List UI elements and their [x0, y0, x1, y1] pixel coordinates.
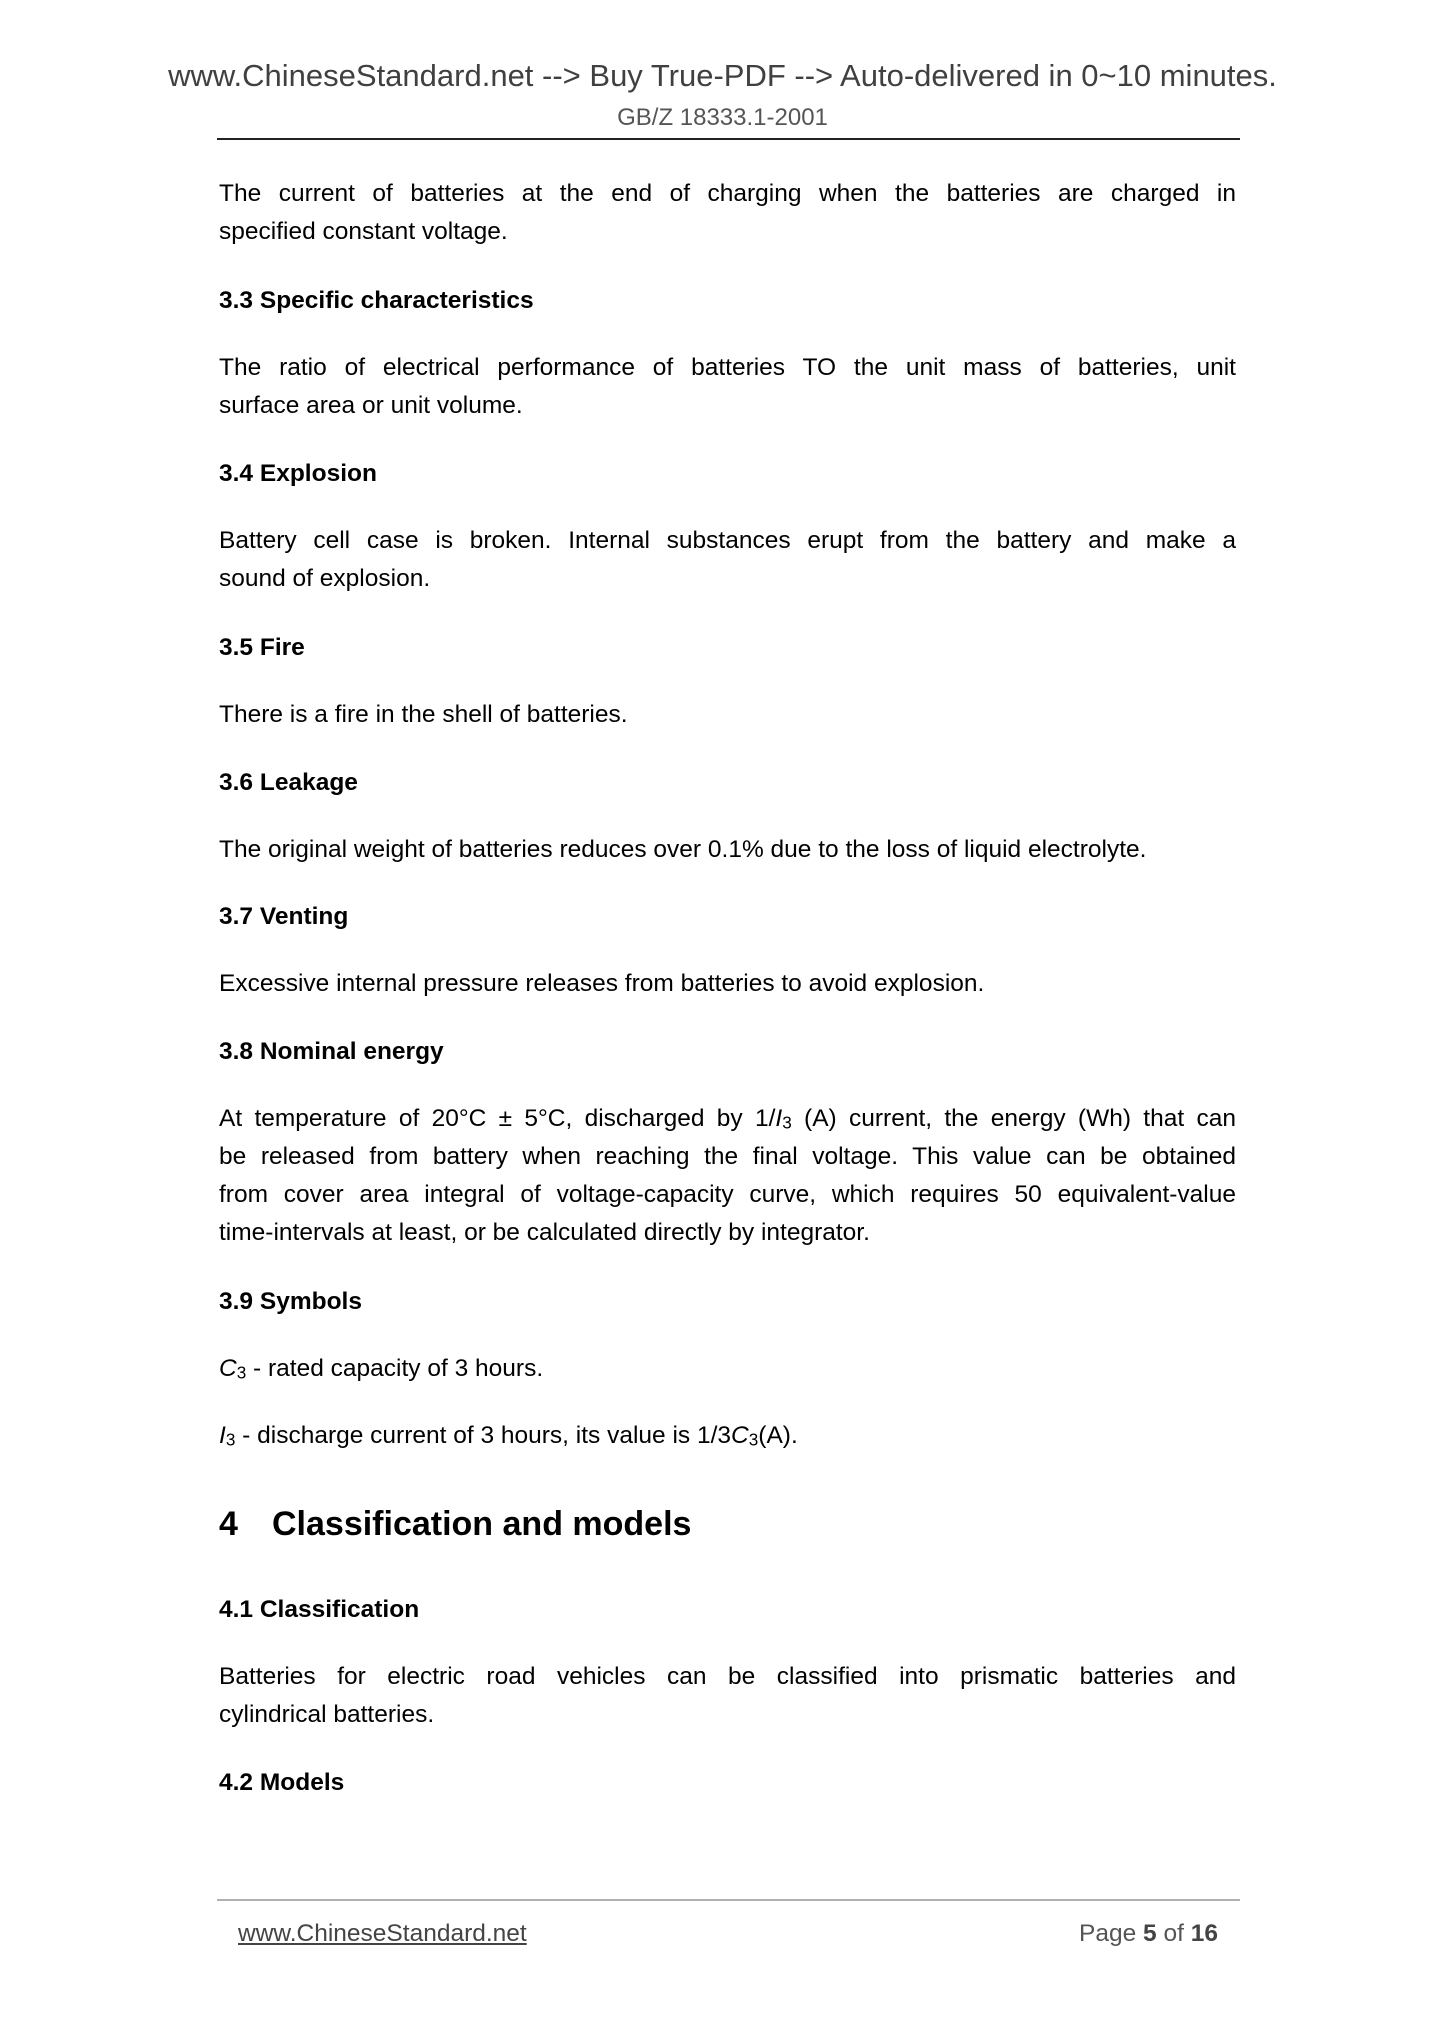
paragraph-3-5: [219, 696, 1236, 734]
heading-3-9: 3.9 Symbols: [219, 1288, 362, 1315]
paragraph-3-3: [219, 349, 1236, 425]
symbol-desc: - discharge current of 3 hours, its value is 1/3: [235, 1422, 732, 1449]
symbol-sub: 3: [236, 1362, 247, 1383]
header-divider: [217, 138, 1240, 140]
heading-4: [219, 1502, 691, 1546]
symbol-desc: (A).: [758, 1422, 798, 1449]
heading-4-2: 4.2 Models: [219, 1769, 345, 1796]
text-segment: (A) current, the energy (Wh) that can: [791, 1105, 1236, 1132]
text-line: Battery cell case is broken. Internal substances erupt from the battery and make a: [219, 527, 1236, 554]
page-label: Page: [1079, 1920, 1144, 1947]
symbol-desc: - rated capacity of 3 hours.: [246, 1355, 544, 1382]
text-line: surface area or unit volume.: [219, 392, 523, 419]
heading-3-3: 3.3 Specific characteristics: [219, 287, 534, 314]
text-line: There is a fire in the shell of batteries.: [219, 701, 628, 728]
text-line: [219, 1100, 1236, 1138]
intro-paragraph: [219, 175, 1236, 251]
page-of: of: [1156, 1920, 1191, 1947]
symbol-sub: 3: [748, 1429, 759, 1450]
symbol-c3: [219, 1350, 1236, 1388]
heading-3-7: 3.7 Venting: [219, 903, 349, 930]
section-title: Classification and models: [272, 1505, 692, 1543]
symbol-var: I: [775, 1105, 783, 1132]
symbol-sub: 3: [225, 1429, 236, 1450]
symbol-var: C: [219, 1355, 237, 1382]
paragraph-3-4: [219, 522, 1236, 598]
symbol-sub: 3: [782, 1112, 792, 1133]
page-total: 16: [1190, 1920, 1218, 1947]
text-line: sound of explosion.: [219, 565, 431, 592]
heading-3-4: 3.4 Explosion: [219, 460, 377, 487]
header-banner: www.ChineseStandard.net --> Buy True-PDF --> Auto-delivered in 0~10 minutes.: [168, 58, 1277, 93]
heading-3-6: 3.6 Leakage: [219, 769, 358, 796]
paragraph-4-1: [219, 1658, 1236, 1734]
footer-website-link[interactable]: www.ChineseStandard.net: [238, 1920, 527, 1947]
heading-3-8: 3.8 Nominal energy: [219, 1038, 444, 1065]
text-segment: At temperature of 20°C ± 5°C, discharged by 1/: [219, 1105, 776, 1132]
paragraph-3-6: [219, 831, 1236, 869]
text-line: The ratio of electrical performance of batteries TO the unit mass of batteries, unit: [219, 354, 1236, 381]
text-line: be released from battery when reaching the final voltage. This value can be obtained: [219, 1143, 1236, 1170]
text-line: The original weight of batteries reduces over 0.1% due to the loss of liquid electrolyte.: [219, 836, 1147, 863]
page-current: 5: [1143, 1920, 1157, 1947]
text-line: cylindrical batteries.: [219, 1701, 435, 1728]
text-line: specified constant voltage.: [219, 218, 508, 245]
paragraph-3-8: [219, 1100, 1236, 1252]
text-line: from cover area integral of voltage-capacity curve, which requires 50 equivalent-value: [219, 1181, 1236, 1208]
page-indicator: [1079, 1920, 1218, 1948]
footer-divider: [217, 1899, 1240, 1901]
symbol-i3: [219, 1417, 1236, 1455]
heading-3-5: 3.5 Fire: [219, 634, 305, 661]
symbol-var: I: [219, 1422, 226, 1449]
symbol-var: C: [731, 1422, 749, 1449]
paragraph-3-7: [219, 965, 1236, 1003]
text-line: Excessive internal pressure releases from batteries to avoid explosion.: [219, 970, 985, 997]
text-line: The current of batteries at the end of charging when the batteries are charged in: [219, 180, 1236, 207]
text-line: Batteries for electric road vehicles can be classified into prismatic batteries and: [219, 1663, 1236, 1690]
text-line: time-intervals at least, or be calculated directly by integrator.: [219, 1219, 870, 1246]
heading-4-1: 4.1 Classification: [219, 1596, 420, 1623]
standard-number: GB/Z 18333.1-2001: [617, 104, 828, 131]
section-number: 4: [219, 1505, 238, 1543]
